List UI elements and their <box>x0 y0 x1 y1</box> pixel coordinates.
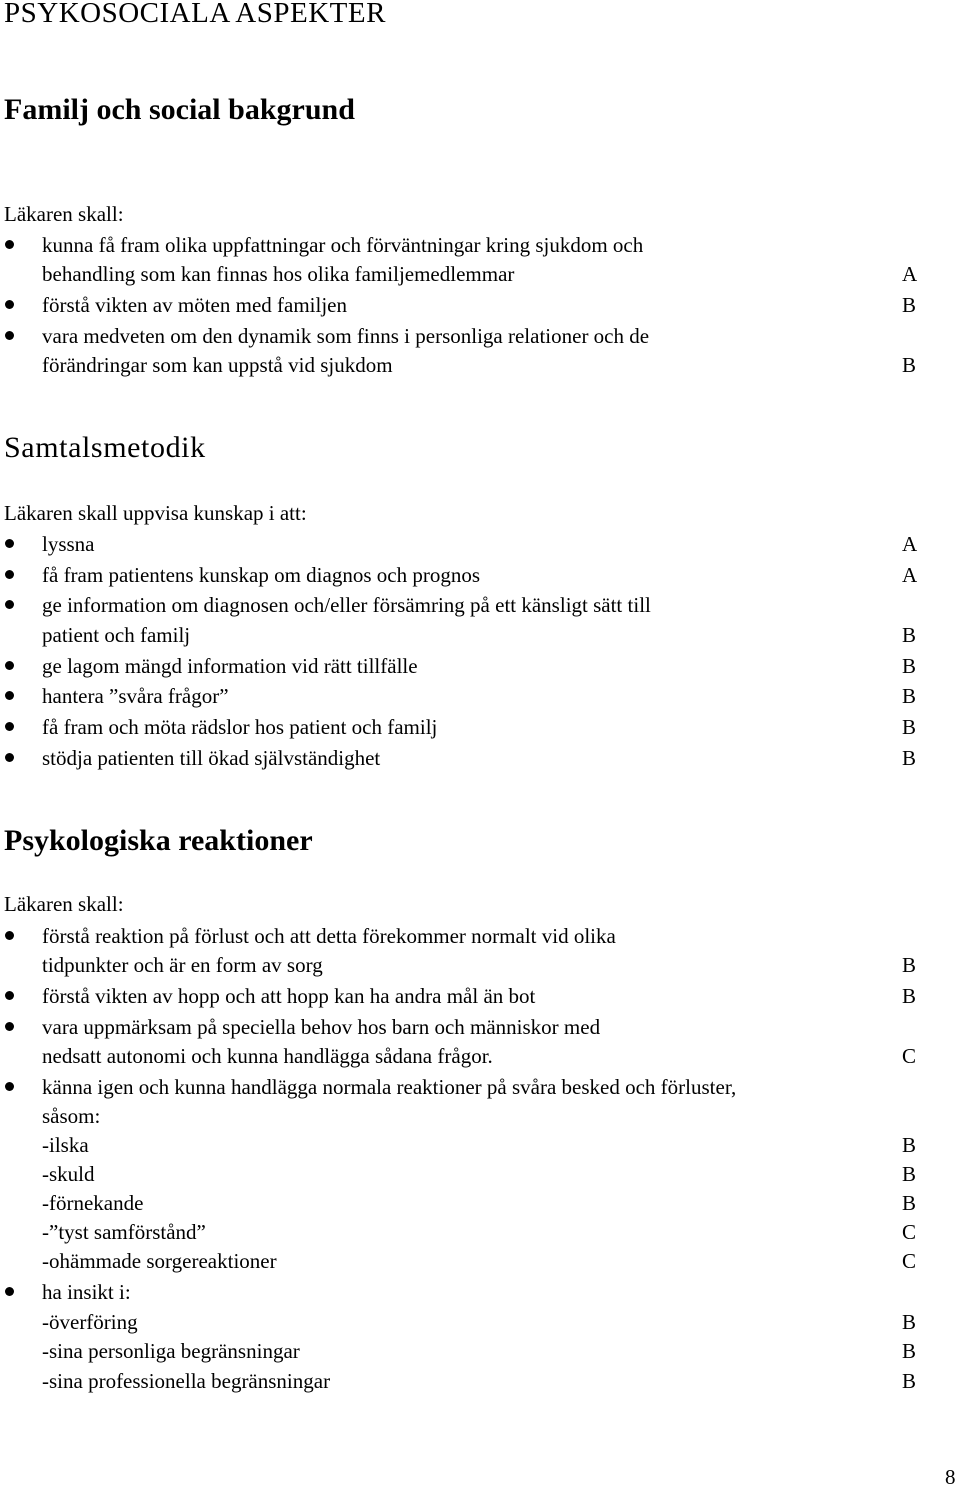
grade-label: B <box>902 1310 917 1334</box>
list-item-text: -ohämmade sorgereaktioner <box>42 1249 277 1273</box>
section-intro: Läkaren skall: <box>4 892 124 916</box>
grade-label: B <box>902 293 917 317</box>
list-item-text: -skuld <box>42 1162 95 1186</box>
grade-label: B <box>902 715 917 739</box>
list-item-text: stödja patienten till ökad självständighet <box>42 746 381 770</box>
list-item-text: förstå vikten av hopp och att hopp kan ha andra mål än bot <box>42 984 536 1008</box>
list-item <box>0 921 960 951</box>
grade-label: B <box>902 953 917 977</box>
list-item <box>0 1277 960 1307</box>
list-item-text: -förnekande <box>42 1191 144 1215</box>
grade-label: B <box>902 1162 917 1186</box>
list-item-text: förstå vikten av möten med familjen <box>42 293 347 317</box>
list-item-text: hantera ”svåra frågor” <box>42 684 229 708</box>
grade-label: B <box>902 353 917 377</box>
list-item-text: kunna få fram olika uppfattningar och förväntningar kring sjukdom och <box>42 233 644 257</box>
page-number: 8 <box>945 1465 956 1489</box>
list-item-continuation <box>0 950 960 980</box>
grade-label: A <box>902 262 918 286</box>
list-item-continuation <box>0 1246 960 1276</box>
list-item-continuation <box>0 1101 960 1131</box>
list-item <box>0 1072 960 1102</box>
grade-label: A <box>902 532 918 556</box>
list-item-text: ge information om diagnosen och/eller försämring på ett känsligt sätt till <box>42 593 651 617</box>
section-intro: Läkaren skall: <box>4 202 124 226</box>
bullet-icon <box>5 1022 14 1031</box>
section-heading: Samtalsmetodik <box>4 431 206 464</box>
list-item-text: -sina personliga begränsningar <box>42 1339 300 1363</box>
list-item-text: förändringar som kan uppstå vid sjukdom <box>42 353 393 377</box>
list-item-text: ha insikt i: <box>42 1280 131 1304</box>
grade-label: B <box>902 1133 917 1157</box>
list-item-text: få fram patientens kunskap om diagnos och prognos <box>42 563 480 587</box>
bullet-icon <box>5 931 14 940</box>
grade-label: C <box>902 1044 917 1068</box>
list-item-continuation <box>0 1041 960 1071</box>
list-item-continuation <box>0 1159 960 1189</box>
grade-label: B <box>902 654 917 678</box>
grade-label: B <box>902 1369 917 1393</box>
bullet-icon <box>5 991 14 1000</box>
grade-label: B <box>902 684 917 708</box>
list-item-text: vara uppmärksam på speciella behov hos barn och människor med <box>42 1015 601 1039</box>
list-item-text: patient och familj <box>42 623 191 647</box>
list-item <box>0 1012 960 1042</box>
list-item-text: vara medveten om den dynamik som finns i personliga relationer och de <box>42 324 650 348</box>
list-item-text: känna igen och kunna handlägga normala reaktioner på svåra besked och förluster, <box>42 1075 737 1099</box>
section-heading: Psykologiska reaktioner <box>4 824 313 857</box>
list-item-continuation <box>0 1130 960 1160</box>
list-item-text: tidpunkter och är en form av sorg <box>42 953 323 977</box>
list-item-text: -sina professionella begränsningar <box>42 1369 331 1393</box>
grade-label: B <box>902 984 917 1008</box>
bullet-icon <box>5 1287 14 1296</box>
list-item-continuation <box>0 1188 960 1218</box>
list-item-text: ge lagom mängd information vid rätt tillfälle <box>42 654 418 678</box>
page-title: PSYKOSOCIALA ASPEKTER <box>4 0 386 29</box>
list-item-continuation <box>0 1336 960 1366</box>
list-item-text: såsom: <box>42 1104 101 1128</box>
grade-label: B <box>902 1191 917 1215</box>
list-item <box>0 981 960 1011</box>
section-heading: Familj och social bakgrund <box>4 93 355 126</box>
list-item-continuation <box>0 1307 960 1337</box>
grade-label: C <box>902 1220 917 1244</box>
list-item-text: lyssna <box>42 532 95 556</box>
list-item-text: behandling som kan finnas hos olika familjemedlemmar <box>42 262 515 286</box>
list-item-continuation <box>0 1217 960 1247</box>
list-item-continuation <box>0 1366 960 1396</box>
list-item-text: -överföring <box>42 1310 138 1334</box>
list-item-text: nedsatt autonomi och kunna handlägga sådana frågor. <box>42 1044 493 1068</box>
bullet-icon <box>5 1082 14 1091</box>
grade-label: C <box>902 1249 917 1273</box>
grade-label: B <box>902 623 917 647</box>
section-intro: Läkaren skall uppvisa kunskap i att: <box>4 501 307 525</box>
grade-label: B <box>902 1339 917 1363</box>
list-item-text: -ilska <box>42 1133 89 1157</box>
list-item-text: -”tyst samförstånd” <box>42 1220 206 1244</box>
list-item-text: förstå reaktion på förlust och att detta förekommer normalt vid olika <box>42 924 616 948</box>
grade-label: B <box>902 746 917 770</box>
list-item-text: få fram och möta rädslor hos patient och familj <box>42 715 438 739</box>
grade-label: A <box>902 563 918 587</box>
